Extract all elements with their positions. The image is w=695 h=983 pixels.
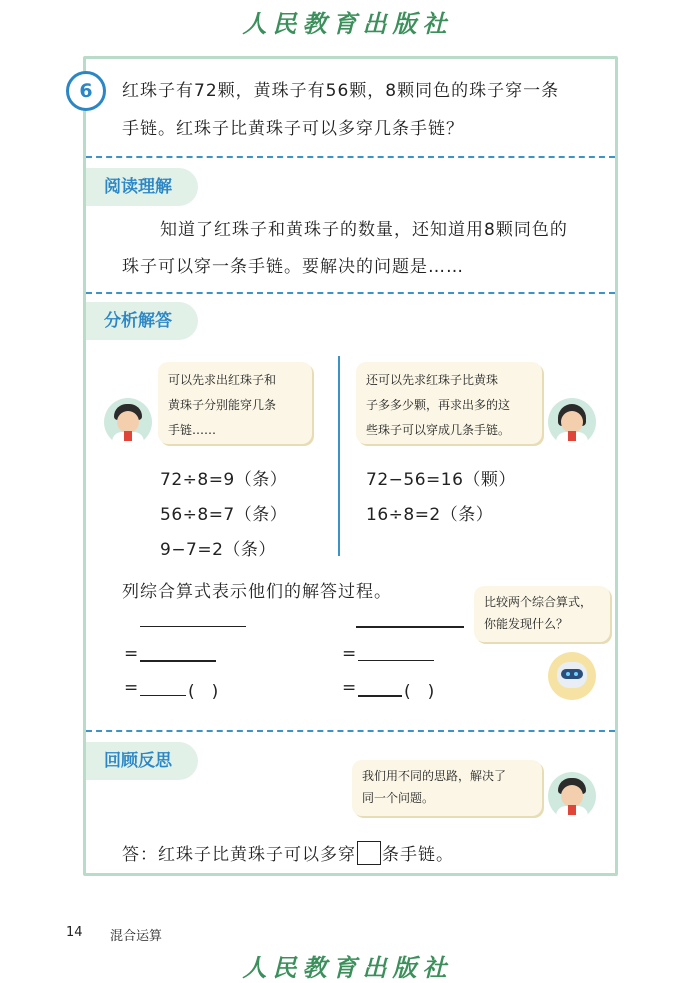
chapter-name: 混合运算 [110,929,163,944]
left-equals-2: = [124,678,139,698]
publisher-logo-top: 人民教育出版社 [242,9,453,38]
section-review-tag: 回顾反思 [86,742,198,780]
left-equals-1: = [124,644,139,664]
page-number: 14 [66,925,83,940]
right-blank-1[interactable] [356,626,464,628]
boy-avatar-icon [104,398,152,446]
right-blank-2[interactable] [358,660,434,661]
divider-3 [86,730,615,732]
right-calc-2: 16÷8=2（条） [366,505,494,525]
section-read-tag: 阅读理解 [86,168,198,206]
right-equals-1: = [342,644,357,664]
combined-prompt: 列综合算式表示他们的解答过程。 [122,582,392,602]
left-bubble-line-1: 可以先求出红珠子和 [168,373,277,387]
answer-box[interactable] [357,841,381,865]
divider-2 [86,292,615,294]
right-bubble-line-3: 些珠子可以穿成几条手链。 [366,423,511,437]
review-bubble-line-2: 同一个问题。 [362,791,435,805]
left-calc-3: 9−7=2（条） [160,540,276,560]
left-blank-1[interactable] [140,626,246,627]
left-unit-paren[interactable]: ( ) [188,682,219,702]
answer-suffix: 条手链。 [382,845,454,865]
right-equals-2: = [342,678,357,698]
boy-avatar-review-icon [548,772,596,820]
right-blank-3[interactable] [358,695,402,697]
right-unit-paren[interactable]: ( ) [404,682,435,702]
robot-speech-bubble [474,586,610,642]
answer-line [122,838,454,872]
robot-bubble-line-2: 你能发现什么？ [484,617,569,631]
divider-1 [86,156,615,158]
left-speech-bubble [158,362,312,444]
right-calc-1: 72−56=16（颗） [366,470,516,490]
vertical-divider [338,356,340,556]
robot-bubble-line-1: 比较两个综合算式， [484,595,593,609]
publisher-logo-bottom: 人民教育出版社 [242,953,453,982]
reading-line-2: 珠子可以穿一条手链。要解决的问题是…… [122,257,464,277]
left-blank-2[interactable] [140,660,216,662]
girl-avatar-icon [548,398,596,446]
section-analyze-tag: 分析解答 [86,302,198,340]
left-bubble-line-2: 黄珠子分别能穿几条 [168,398,277,412]
reading-line-1: 知道了红珠子和黄珠子的数量，还知道用8颗同色的 [160,220,568,240]
robot-icon [548,652,596,700]
answer-prefix: 答：红珠子比黄珠子可以多穿 [122,845,356,865]
left-bubble-line-3: 手链…… [168,423,217,437]
problem-number: 6 [66,71,106,111]
left-calc-1: 72÷8=9（条） [160,470,288,490]
right-bubble-line-1: 还可以先求红珠子比黄珠 [366,373,499,387]
left-calc-2: 56÷8=7（条） [160,505,288,525]
right-bubble-line-2: 子多多少颗，再求出多的这 [366,398,511,412]
left-blank-3[interactable] [140,695,186,696]
problem-line-2: 手链。红珠子比黄珠子可以多穿几条手链？ [122,119,464,139]
review-speech-bubble [352,760,542,816]
right-speech-bubble [356,362,542,444]
review-bubble-line-1: 我们用不同的思路，解决了 [362,769,507,783]
problem-line-1: 红珠子有72颗，黄珠子有56颗，8颗同色的珠子穿一条 [122,81,560,101]
